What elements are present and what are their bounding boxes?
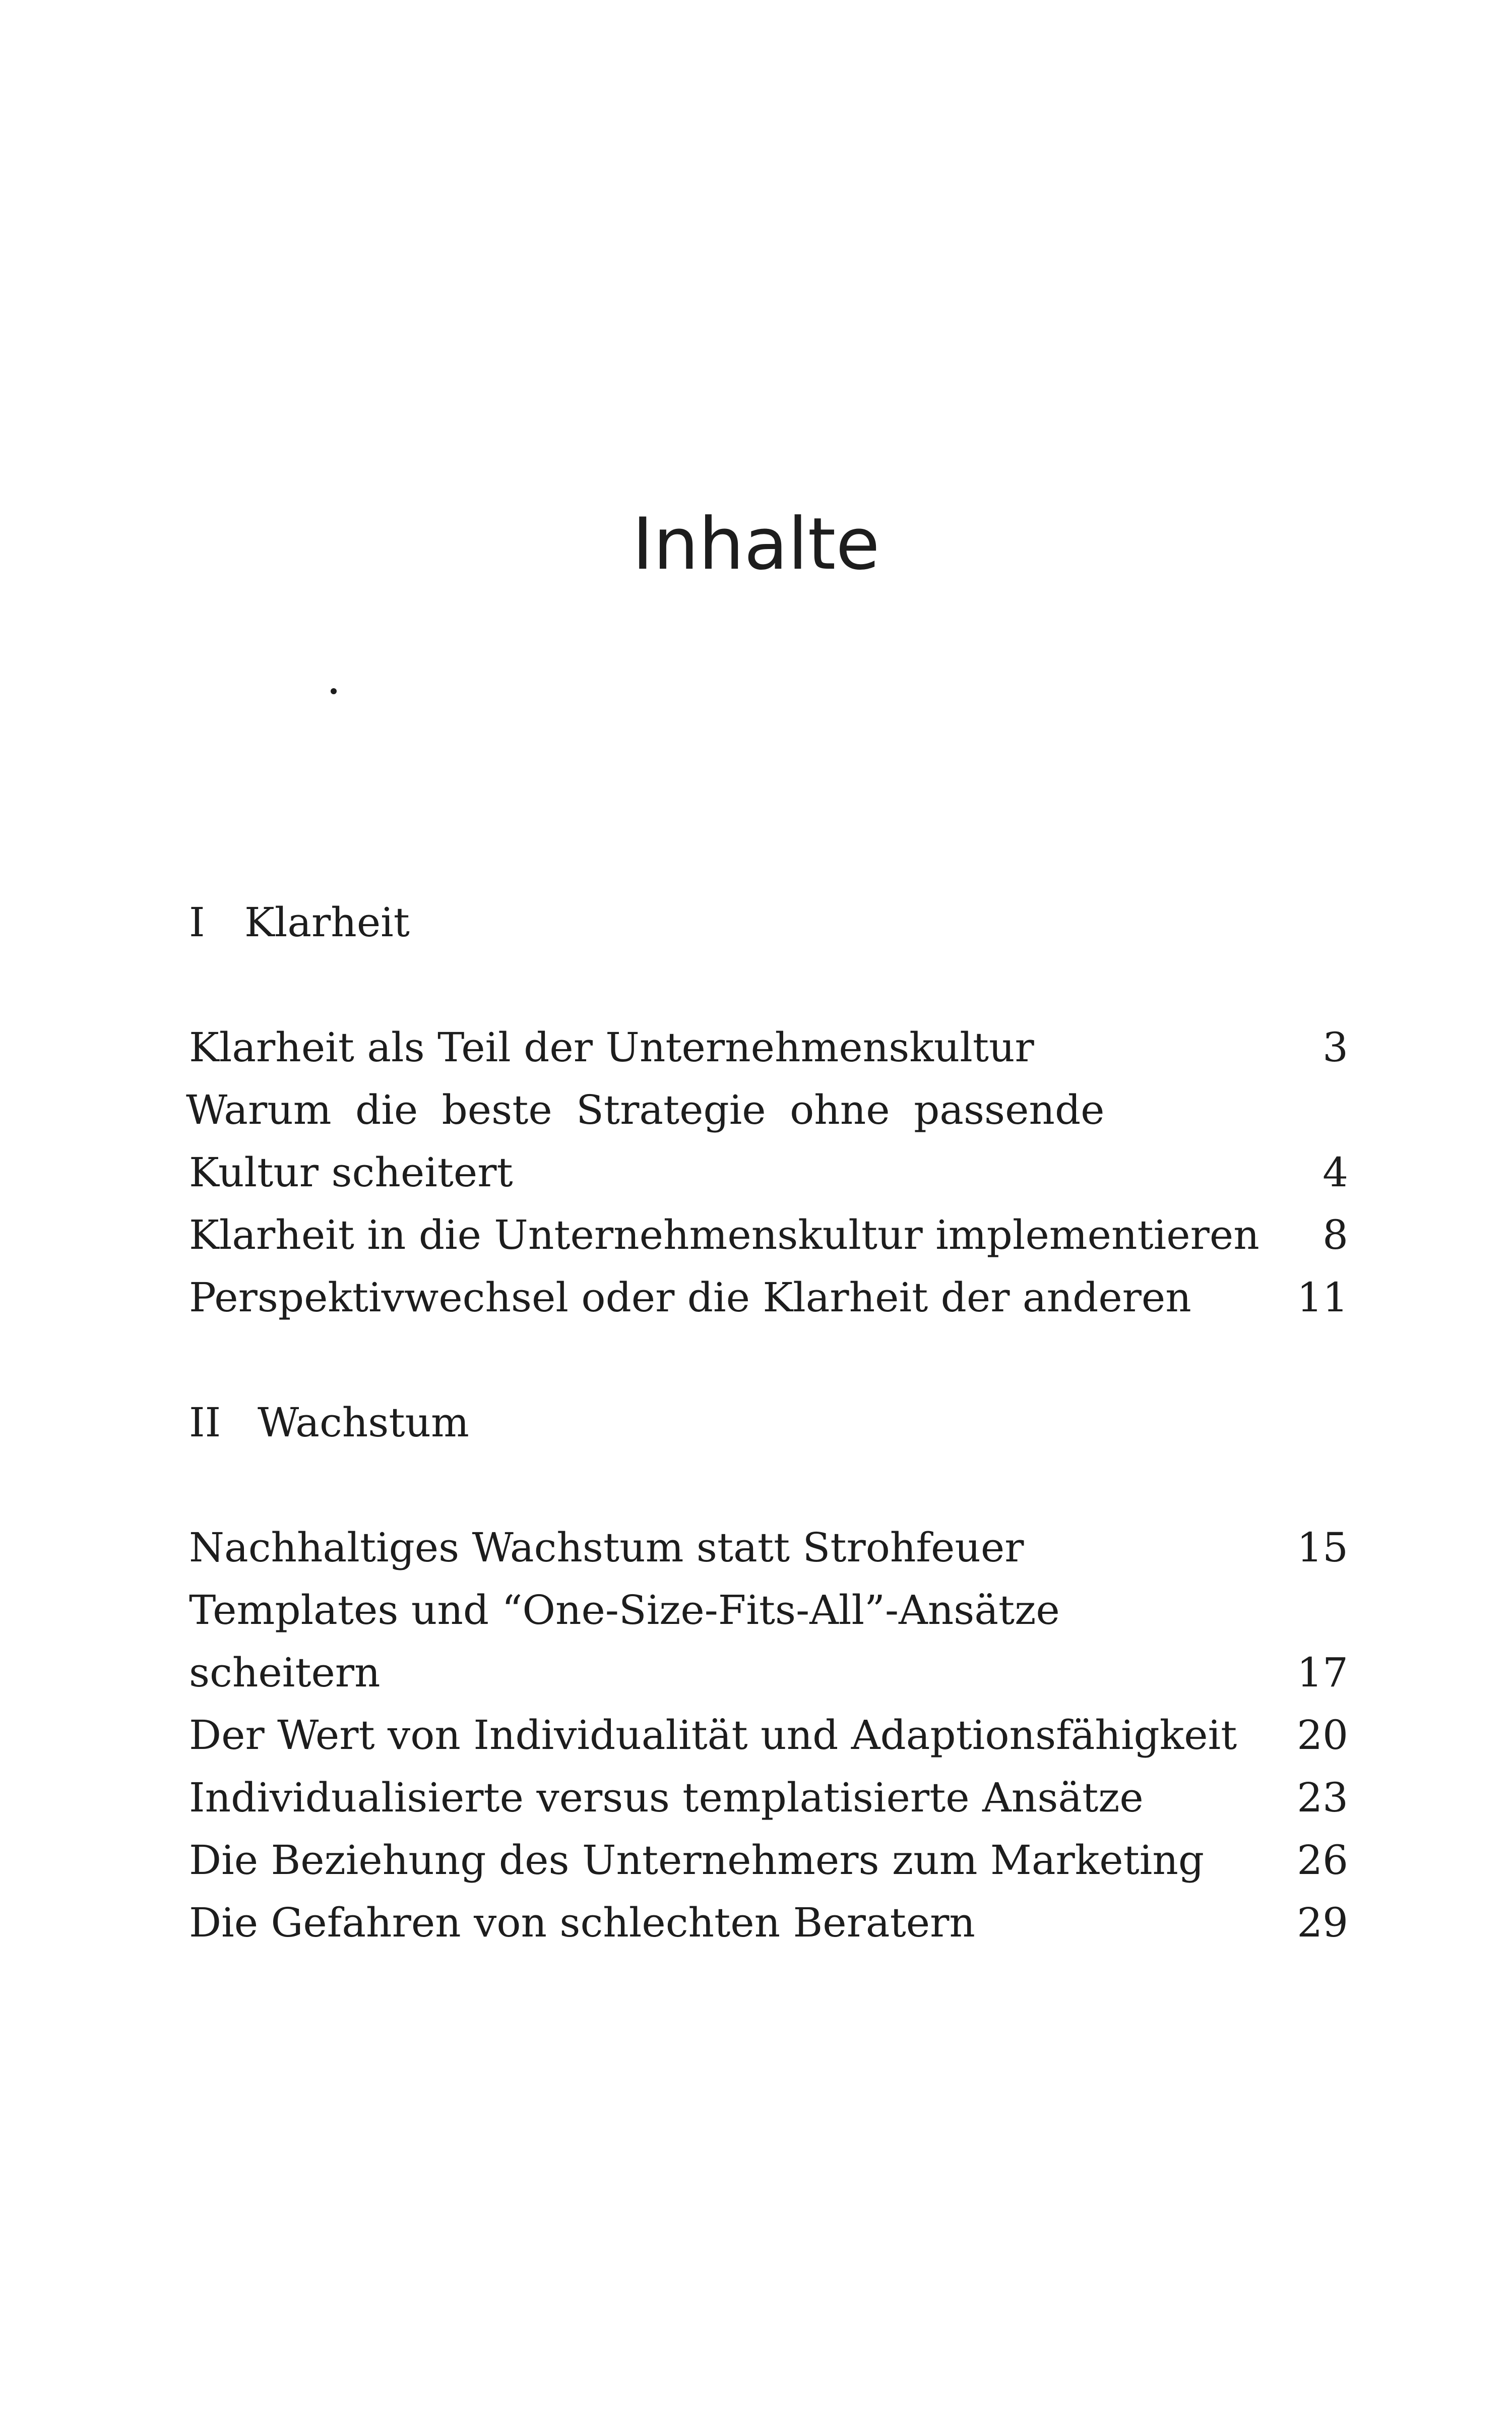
toc-entry-title: Der Wert von Individualität und Adaptionsfähigkeit [189,1712,1237,1759]
toc-entry-page: 29 [1297,1899,1348,1946]
toc-entry-title: Klarheit in die Unternehmenskultur implementieren [189,1212,1259,1258]
toc-entry-page: 3 [1322,1024,1348,1071]
toc-entry-page: 23 [1297,1774,1348,1821]
toc-entry[interactable] [189,1210,1348,1260]
toc-entry-title: Individualisierte versus templatisierte Ansätze [189,1774,1144,1821]
toc-entry[interactable] [189,1773,1348,1823]
toc-entry[interactable] [189,1585,1348,1636]
part-heading-klarheit [189,897,410,948]
toc-entry-page: 26 [1297,1837,1348,1884]
toc-entry-page: 4 [1322,1149,1348,1196]
toc-entry-page: 11 [1297,1274,1348,1321]
page-title: Inhalte [632,503,880,586]
toc-entry-title: Kultur scheitert [189,1149,513,1196]
toc-entry[interactable] [189,1147,1348,1198]
stray-dot [331,688,337,694]
toc-entry-page: 15 [1297,1524,1348,1571]
toc-entry-title: Templates und “One-Size-Fits-All”-Ansätze [189,1587,1060,1634]
toc-entry[interactable] [189,1835,1348,1886]
toc-entry[interactable] [189,1273,1348,1323]
toc-entry-page: 17 [1297,1649,1348,1696]
toc-entry[interactable] [186,1085,1348,1135]
toc-entry-title: Die Gefahren von schlechten Beratern [189,1899,975,1946]
part-heading-wachstum [189,1398,469,1448]
toc-entry-title: Klarheit als Teil der Unternehmenskultur [189,1024,1034,1071]
toc-entry[interactable] [189,1898,1348,1948]
toc-entry-title: Nachhaltiges Wachstum statt Strohfeuer [189,1524,1024,1571]
toc-entry[interactable] [189,1648,1348,1698]
toc-entry-page: 20 [1297,1712,1348,1759]
toc-entry-page: 8 [1322,1212,1348,1258]
part-number: II [189,1399,221,1446]
toc-entry[interactable] [189,1710,1348,1761]
part-label: Wachstum [258,1399,469,1446]
part-number: I [189,899,205,946]
part-label: Klarheit [244,899,410,946]
toc-entry-title: Warum die beste Strategie ohne passende [186,1086,1105,1133]
toc-entry-title: scheitern [189,1649,381,1696]
toc-entry[interactable] [189,1523,1348,1573]
toc-entry-title: Perspektivwechsel oder die Klarheit der anderen [189,1274,1191,1321]
toc-entry[interactable] [189,1022,1348,1073]
toc-entry-title: Die Beziehung des Unternehmers zum Marketing [189,1837,1205,1884]
